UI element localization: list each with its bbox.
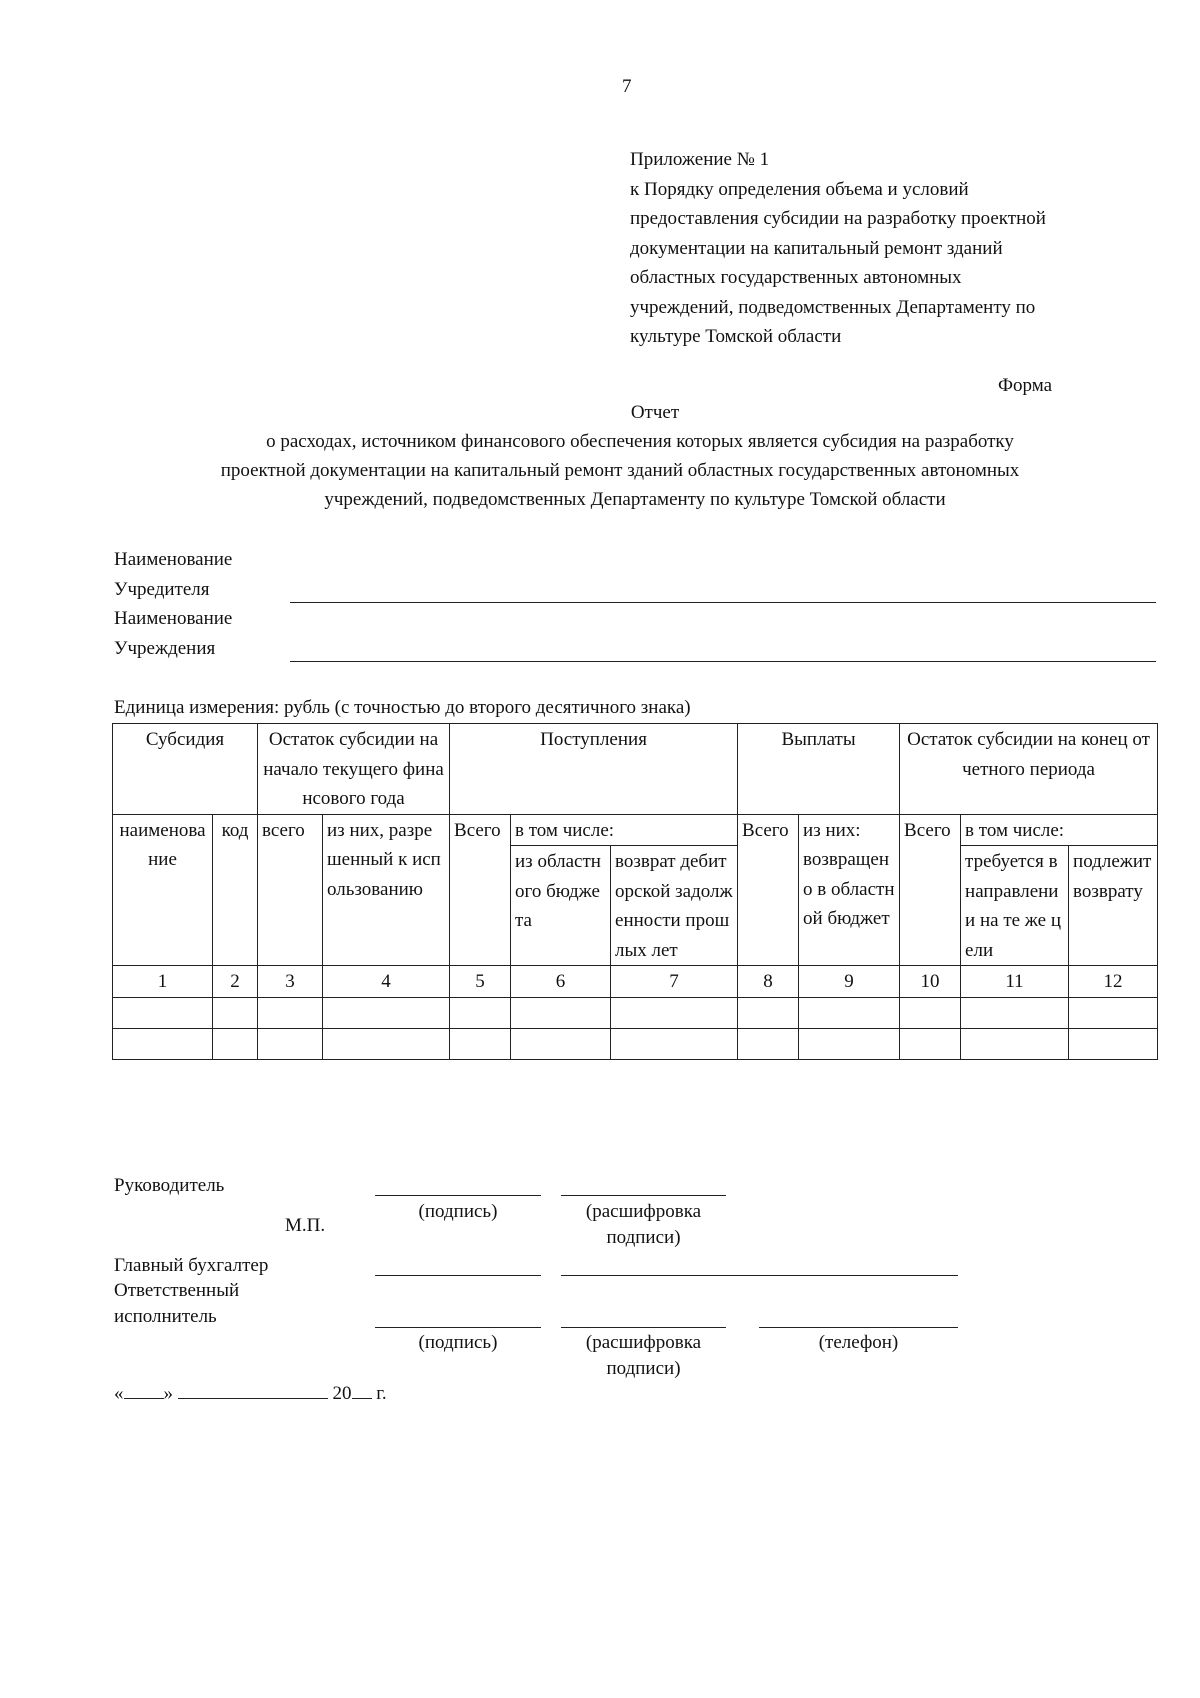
executor-label <box>114 1278 239 1330</box>
column-number: 9 <box>799 966 900 998</box>
table-cell[interactable] <box>113 1028 213 1059</box>
table-cell[interactable] <box>900 997 961 1028</box>
header-payments: Выплаты <box>738 724 900 815</box>
column-number: 8 <box>738 966 799 998</box>
report-title <box>60 398 1140 514</box>
executor-signature-caption: (подпись) <box>418 1332 498 1353</box>
header-including-1: в том числе: <box>511 814 738 846</box>
title-line: учреждений, подведомственных Департаменту по культуре Томской области <box>324 489 946 510</box>
table-cell[interactable] <box>961 1028 1069 1059</box>
date-year-suffix: г. <box>376 1383 387 1404</box>
table-cell[interactable] <box>323 997 450 1028</box>
column-number: 6 <box>511 966 611 998</box>
institution-input-line[interactable] <box>290 661 1156 662</box>
founder-input-line[interactable] <box>290 602 1156 603</box>
head-signature-line[interactable] <box>375 1195 541 1196</box>
phone-caption: (телефон) <box>818 1332 899 1353</box>
column-number: 7 <box>611 966 738 998</box>
executor-label-line: Ответственный <box>114 1280 240 1301</box>
table-cell[interactable] <box>738 997 799 1028</box>
header-total-5: Всего <box>450 814 511 966</box>
table-cell[interactable] <box>799 997 900 1028</box>
date-year-blank[interactable] <box>352 1380 372 1399</box>
accountant-signature-line[interactable] <box>375 1275 541 1276</box>
table-cell[interactable] <box>213 997 258 1028</box>
column-number: 5 <box>450 966 511 998</box>
table-cell[interactable] <box>961 997 1069 1028</box>
table-subheader-row <box>113 814 1158 846</box>
column-number: 2 <box>213 966 258 998</box>
date-day-blank[interactable] <box>124 1380 164 1399</box>
header-name: наименование <box>113 814 213 966</box>
table-cell[interactable] <box>450 997 511 1028</box>
column-number: 12 <box>1069 966 1158 998</box>
table-cell[interactable] <box>113 997 213 1028</box>
header-to-return: подлежит возврату <box>1069 846 1158 966</box>
decoding-caption-line: подписи) <box>606 1358 681 1379</box>
executor-phone-line[interactable] <box>759 1327 958 1328</box>
title-line: проектной документации на капитальный ремонт зданий областных государственных автономных <box>220 460 1020 481</box>
appendix-block <box>630 145 1150 352</box>
header-balance-start: Остаток субсидии на начало текущего финансового года <box>258 724 450 815</box>
title-line: Отчет <box>630 402 680 423</box>
header-needed: требуется в направлении на те же цели <box>961 846 1069 966</box>
header-total-8: Всего <box>738 814 799 966</box>
table-row <box>113 1028 1158 1059</box>
decoding-caption-line: (расшифровка <box>585 1201 702 1222</box>
institution-label <box>114 604 232 663</box>
executor-decoding-caption <box>561 1330 726 1382</box>
table-cell[interactable] <box>511 997 611 1028</box>
column-number: 10 <box>900 966 961 998</box>
header-including-2: в том числе: <box>961 814 1158 846</box>
table-group-header-row <box>113 724 1158 815</box>
header-of-which: из них: <box>803 819 861 841</box>
date-line <box>114 1379 387 1408</box>
founder-label-line: Наименование <box>114 549 233 570</box>
report-table <box>112 723 1158 1060</box>
column-number: 4 <box>323 966 450 998</box>
form-label: Форма <box>998 375 1053 396</box>
appendix-line: предоставления субсидии на разработку проектной <box>630 208 1046 229</box>
decoding-caption-line: (расшифровка <box>585 1332 702 1353</box>
institution-label-line: Учреждения <box>114 637 216 659</box>
appendix-line: Приложение № 1 <box>630 149 770 170</box>
table-cell[interactable] <box>450 1028 511 1059</box>
head-decoding-caption <box>561 1199 726 1251</box>
table-cell[interactable] <box>511 1028 611 1059</box>
appendix-line: областных государственных автономных <box>630 267 962 288</box>
founder-label <box>114 545 232 604</box>
title-line: о расходах, источником финансового обеспечения которых является субсидия на разработку <box>266 431 1014 452</box>
accountant-decoding-line[interactable] <box>561 1275 958 1276</box>
header-balance-end: Остаток субсидии на конец отчетного периода <box>900 724 1158 815</box>
table-cell[interactable] <box>258 1028 323 1059</box>
date-open-quote: « <box>114 1383 124 1404</box>
table-cell[interactable] <box>799 1028 900 1059</box>
head-decoding-line[interactable] <box>561 1195 726 1196</box>
table-cell[interactable] <box>611 997 738 1028</box>
head-label: Руководитель <box>114 1175 225 1196</box>
header-from-regional: из областного бюджета <box>511 846 611 966</box>
table-cell[interactable] <box>258 997 323 1028</box>
header-allowed: из них, разрешенный к использованию <box>323 814 450 966</box>
header-total-3: всего <box>258 814 323 966</box>
executor-decoding-line[interactable] <box>561 1327 726 1328</box>
header-receivables: возврат дебиторской задолженности прошлых лет <box>611 846 738 966</box>
appendix-line: к Порядку определения объема и условий <box>630 178 969 200</box>
column-number: 11 <box>961 966 1069 998</box>
decoding-caption-line: подписи) <box>606 1227 681 1248</box>
institution-label-line: Наименование <box>114 608 233 629</box>
chief-accountant-label: Главный бухгалтер <box>114 1255 269 1276</box>
table-cell[interactable] <box>323 1028 450 1059</box>
header-total-10: Всего <box>900 814 961 966</box>
table-column-numbers-row <box>113 966 1158 998</box>
header-code: код <box>213 814 258 966</box>
header-returned-text: возвращено в областной бюджет <box>803 849 895 929</box>
header-receipts: Поступления <box>450 724 738 815</box>
table-cell[interactable] <box>1069 997 1158 1028</box>
table-cell[interactable] <box>213 1028 258 1059</box>
executor-signature-line[interactable] <box>375 1327 541 1328</box>
header-returned <box>799 814 900 966</box>
table-cell[interactable] <box>1069 1028 1158 1059</box>
column-number: 3 <box>258 966 323 998</box>
page-number: 7 <box>622 76 632 97</box>
date-month-blank[interactable] <box>178 1380 328 1399</box>
header-subsidy: Субсидия <box>113 724 258 815</box>
unit-of-measure: Единица измерения: рубль (с точностью до второго десятичного знака) <box>114 697 691 718</box>
column-number: 1 <box>113 966 213 998</box>
table-cell[interactable] <box>900 1028 961 1059</box>
founder-label-line: Учредителя <box>114 578 210 600</box>
stamp-label: М.П. <box>285 1215 326 1236</box>
date-close-quote: » <box>163 1383 173 1404</box>
appendix-line: культуре Томской области <box>630 326 842 347</box>
table-row <box>113 997 1158 1028</box>
table-cell[interactable] <box>738 1028 799 1059</box>
head-signature-caption: (подпись) <box>418 1201 498 1222</box>
appendix-line: документации на капитальный ремонт зданий <box>630 237 1003 259</box>
appendix-line: учреждений, подведомственных Департаменту по <box>630 296 1036 318</box>
date-year-prefix: 20 <box>332 1383 352 1404</box>
table-cell[interactable] <box>611 1028 738 1059</box>
executor-label-line: исполнитель <box>114 1306 217 1327</box>
